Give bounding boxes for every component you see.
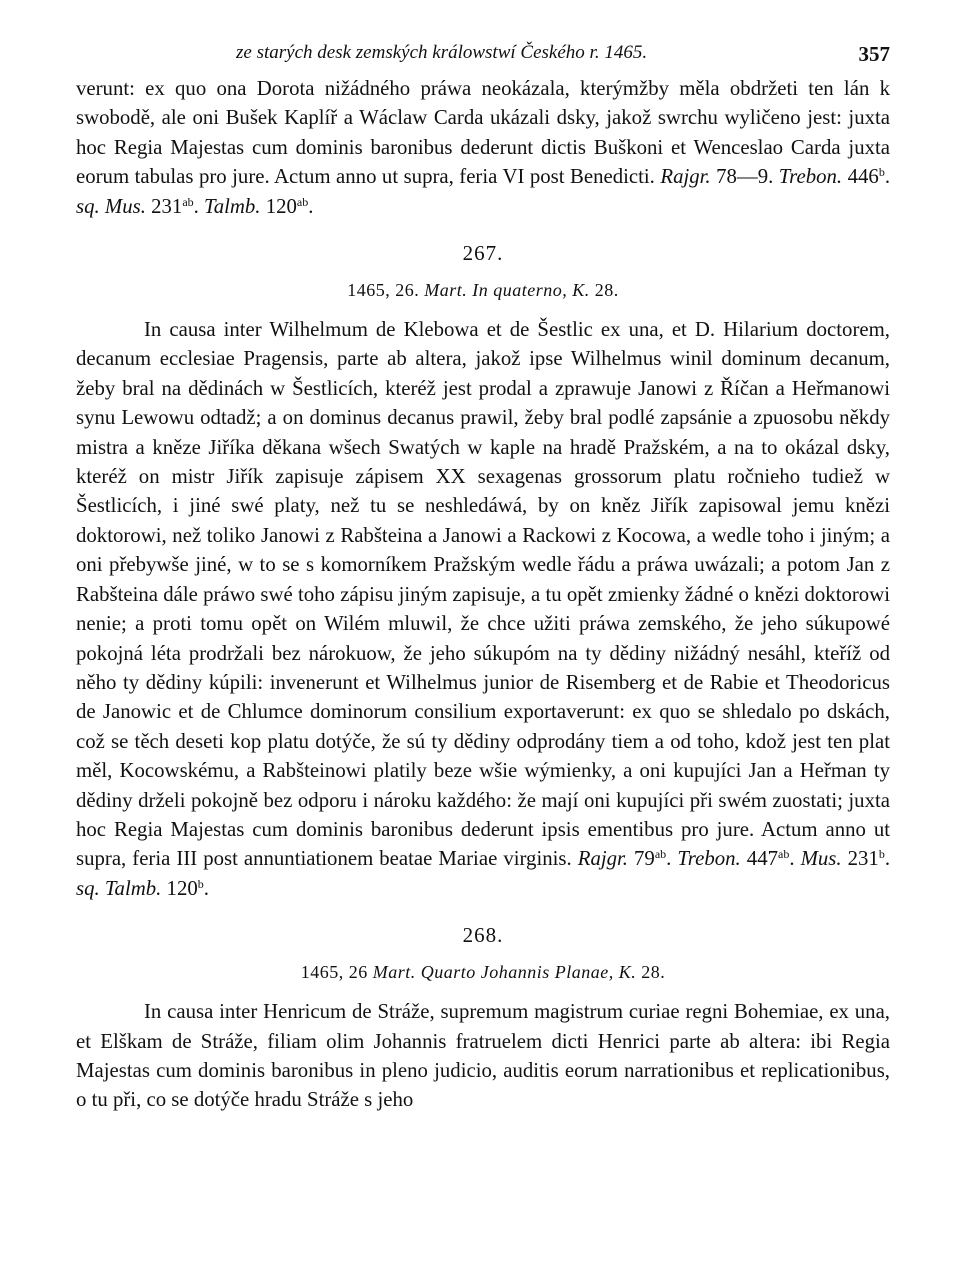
document-body-text: In causa inter Henricum de Stráže, supremum magistrum curiae regni Bohemiae, ex una, et Elškam de Stráže, filiam olim Johannis fratruelem dicti Henrici parte ab altera: ibi Regia Majestas cum dominis baronibus in pleno judicio, auditis eorum narrationibus et replicationibus, o tu při, co se dotýče hradu Stráže s jeho <box>76 1000 890 1112</box>
entry-continuation <box>76 74 890 221</box>
ref-location: 231 <box>847 847 879 871</box>
entry-continuation-text: verunt: ex quo ona Dorota nižádného práwa neokázala, kterýmžby měla obdržeti ten lán k swobodě, ale oni Bušek Kaplíř a Wáclaw Carda ukázali dsky, jakož swrchu wyličeno jest: juxta hoc Regia Majestas cum dominis baronibus dederunt dictis Buškoni et Wenceslao Carda juxta eorum tabulas pro jure. Actum anno ut supra, feria VI post Benedicti. <box>76 77 890 189</box>
ref-location: 78—9. <box>716 165 774 189</box>
ref-source: Rajgr. <box>577 847 628 871</box>
source-references: Rajgr. 78—9. Trebon. 446$^b$. sq. Mus. $231^{ab}$. Talmb. $120^{ab}$. <box>76 165 891 218</box>
ref-source: Talmb. <box>204 194 261 218</box>
ref-superscript: b <box>878 165 885 180</box>
running-head <box>76 42 890 74</box>
ref-location: 447 <box>746 847 778 871</box>
running-title: ze starých desk zemských králowstwí Českého r. 1465. <box>236 42 648 63</box>
ref-source: Rajgr. <box>660 165 711 189</box>
document-source-page: 28. <box>594 280 619 301</box>
ref-source: sq. Talmb. <box>76 876 162 900</box>
ref-superscript: b <box>197 876 204 891</box>
ref-superscript: ab <box>778 847 790 862</box>
document-body <box>76 997 890 1115</box>
document-body-text: In causa inter Wilhelmum de Klebowa et de Šestlic ex una, et D. Hilarium doctorem, decanum ecclesiae Pragensis, parte ab altera, jakož ipse Wilhelmus winil dominum decanum, žeby bral na dědinách w Šestlicích, kteréž jest prodal a zprawuje Janowi z Říčan a Heřmanowi synu Lewowu odtadž; a on dominus decanus prawil, žeby bral podlé zapsánie a zpuosobu někdy mistra a kněze Jiříka děkana wšech Swatých w kaple na hradě Pražském, a na to okázal dsky, kteréž on mistr Jiřík zapisuje zápisem XX sexagenas grossorum platu ročnieho tudiež w Šestlicích, i jiné swé platy, než tu se neshledáwá, by on kněz Jiřík zapisowal jemu knězi doktorowi, než toliko Janowi z Rabšteina a Janowi a Rackowi z Kocowa, a wedle toho i jiným; a oni přebywše jiné, w to se s komorníkem Pražským wedle řádu a práwa uwázali; a potom Jan z Rabšteina dále práwo swé toho zápisu jiným zapisuje, a tu opět zmienky žádné o knězi doktorowi nenie; a proti tomu opět on Wilém mluwil, že chce užiti práwa zemského, že jeho súkupowé pokojná léta prodržali bez nárokuow, že jeho súkupóm na ty dědiny nižádný nesáhl, kteříž od něho ty dědiny kúpili: invenerunt et Wilhelmus junior de Risemberg et de Rabie et Theodoricus de Janowic et de Chlumce dominorum consilium exportaverunt: ex quo se shledalo po dskách, což se těch deseti kop platu dotýče, že sú ty dědiny odprodány tiem a od toho, kdož jest ten plat měl, Kocowskému, a Rabšteinowi platily beze wšie wýmienky, a oni kupujíci Jan a Heřman ty dědiny drželi pokojně bez odporu i nároku každého: že mají oni kupujíci při swém zuostati; juxta hoc Regia Majestas cum dominis baronibus dederunt ipsis ementibus pro jure. Actum anno ut supra, feria III post annuntiationem beatae Mariae virginis. <box>76 318 890 871</box>
document-source-page: 28. <box>641 962 666 983</box>
document-date: 1465, 26. <box>347 280 420 301</box>
document-date: 1465, 26 <box>300 962 368 983</box>
document-body <box>76 315 890 903</box>
ref-location: 120 <box>166 876 198 900</box>
ref-source: sq. Mus. <box>76 194 146 218</box>
ref-location: 446 <box>847 165 879 189</box>
ref-source: Mus. <box>800 847 842 871</box>
document-date-line <box>76 280 890 301</box>
ref-location: 120 <box>265 194 297 218</box>
ref-superscript: b <box>878 847 885 862</box>
ref-superscript: ab <box>654 847 667 862</box>
ref-source: Trebon. <box>677 847 741 871</box>
ref-superscript: ab <box>182 194 194 209</box>
document-number: 268. <box>462 923 504 948</box>
source-references: Rajgr. $79^{ab}$. Trebon. $447^{ab}$. Mus. 231$^b$. sq. Talmb. 120$^b$. <box>76 847 891 900</box>
ref-source: Trebon. <box>778 165 843 189</box>
ref-location: 231 <box>151 194 183 218</box>
document-source: Mart. In quaterno, K. <box>424 280 590 301</box>
document-number: 267. <box>462 241 504 266</box>
ref-location: 79 <box>634 847 655 871</box>
document-source: Mart. Quarto Johannis Planae, K. <box>372 962 637 983</box>
document-date-line <box>76 962 890 983</box>
page-number: 357 <box>858 42 890 66</box>
ref-superscript: ab <box>296 194 309 209</box>
page <box>76 42 890 1115</box>
